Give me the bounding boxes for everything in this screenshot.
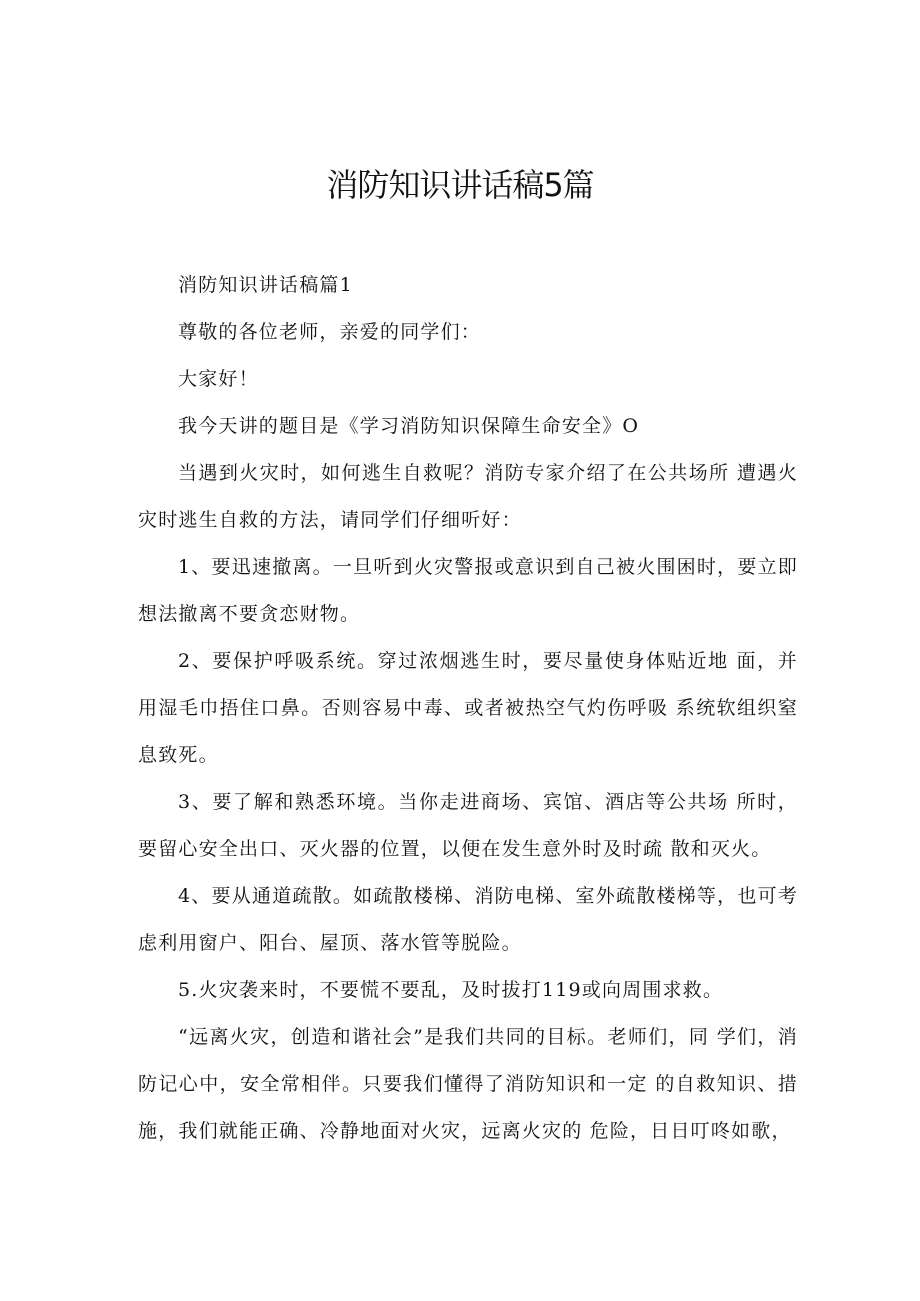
paragraph-item-2: 2、要保护呼吸系统。穿过浓烟逃生时，要尽量使身体贴近地 面，并用湿毛巾捂住口鼻。否则容易中毒、或者被热空气灼伤呼吸 系统软组织窒息致死。 [138,650,798,766]
paragraph-intro: 当遇到火灾时，如何逃生自救呢？消防专家介绍了在公共场所 遭遇火灾时逃生自救的方法，请同学们仔细听好： [138,462,798,531]
paragraph-item-4: 4、要从通道疏散。如疏散楼梯、消防电梯、室外疏散楼梯等，也可考虑利用窗户、阳台、屋顶、落水管等脱险。 [138,885,798,954]
paragraph-closing: “远离火灾，创造和谐社会”是我们共同的目标。老师们，同 学们，消防记心中，安全常相伴。只要我们懂得了消防知识和一定 的自救知识、措施，我们就能正确、冷静地面对火灾，远离火灾的 危险，日日叮咚如歌， [138,1026,798,1142]
greeting: 大家好！ [178,368,259,390]
section-heading: 消防知识讲话稿篇1 [178,274,353,296]
salutation: 尊敬的各位老师，亲爱的同学们： [178,321,482,343]
paragraph-item-1: 1、要迅速撤离。一旦听到火灾警报或意识到自己被火围困时，要立即想法撤离不要贪恋财物。 [138,556,798,625]
topic-line: 我今天讲的题目是《学习消防知识保障生命安全》O [178,415,640,437]
paragraph-item-3: 3、要了解和熟悉环境。当你走进商场、宾馆、酒店等公共场 所时，要留心安全出口、灭火器的位置，以便在发生意外时及时疏 散和灭火。 [138,791,798,860]
paragraph-item-5: 5.火灾袭来时，不要慌不要乱，及时拔打119或向周围求救。 [178,979,724,1001]
document-title: 消防知识讲话稿5篇 [326,166,594,204]
document-body [138,262,798,1155]
